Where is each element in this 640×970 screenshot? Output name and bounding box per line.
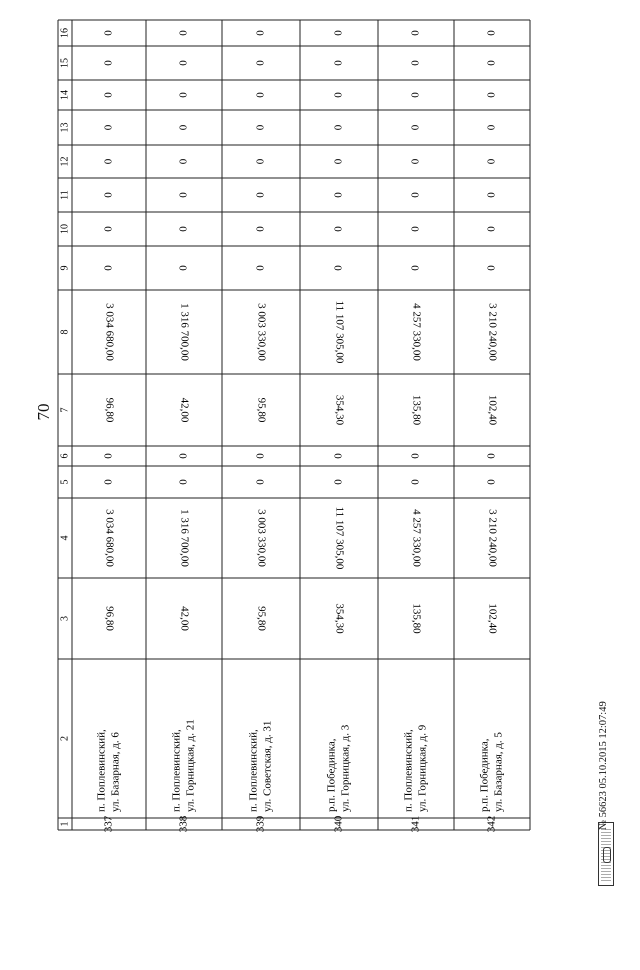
cell-value: 0 [332,192,345,198]
cell-value: 0 [254,124,267,131]
cell-value: 0 [332,92,345,98]
cell-value: 102,40 [486,603,499,634]
column-header: 12 [59,156,71,167]
cell-value: 0 [177,158,190,165]
cell-value: 0 [485,30,498,36]
cell-value: 4 257 330,00 [410,509,423,567]
column-header: 4 [59,535,71,541]
column-header: 3 [59,616,71,621]
cell-value: 0 [102,479,115,485]
header-row [59,28,70,827]
cell-value: 0 [177,265,190,271]
cell-value: 3 210 240,00 [486,303,499,361]
cell-value: 0 [409,92,422,98]
column-header: 1 [59,821,71,827]
cell-value: 0 [254,226,267,232]
cell-value: 0 [332,265,345,271]
cell-value: 135,80 [410,603,423,634]
row-number: 339 [254,815,267,833]
cell-value: 0 [177,453,190,459]
cell-value: 0 [332,124,345,131]
address-line: ул. Горницкая, д. 9 [416,724,429,812]
cell-value: 0 [102,192,115,198]
cell-value: 11 107 305,00 [333,506,346,570]
column-header: 7 [59,407,71,413]
table-row [479,30,505,833]
row-number: 341 [409,815,422,833]
column-header: 14 [59,90,71,100]
row-number: 342 [485,815,498,833]
address-line: ул. Базарная, д. 6 [109,732,122,812]
cell-value: 0 [409,30,422,36]
address-line: ул. Советская, д. 31 [261,720,274,812]
cell-value: 0 [332,226,345,232]
address-line: п. Поплевинский, [402,729,415,812]
cell-value: 0 [332,158,345,165]
cell-value: 0 [254,453,267,459]
cell-value: 1 316 700,00 [178,303,191,361]
footer-stamp-box [598,701,618,970]
row-number: 340 [332,815,345,833]
cell-value: 11 107 305,00 [333,300,346,364]
cell-value: 0 [254,60,267,66]
cell-value: 0 [409,124,422,131]
cell-value: 3 003 330,00 [255,509,268,567]
cell-value: 3 034 680,00 [103,509,116,567]
cell-value: 3 034 680,00 [103,303,116,361]
table-row [403,30,429,833]
cell-value: 0 [485,124,498,131]
address-line: ул. Горницкая, д. 3 [339,724,352,812]
cell-value: 3 003 330,00 [255,303,268,361]
cell-value: 0 [485,92,498,98]
cell-value: 0 [177,192,190,198]
table-row [171,30,197,833]
row-number: 337 [102,815,115,833]
column-header: 9 [59,265,71,271]
page-number: 70 [34,403,53,421]
cell-value: 0 [254,192,267,198]
cell-value: 0 [102,60,115,66]
cell-value: 95,80 [255,606,268,631]
address-line: ул. Горницкая, д. 21 [184,719,197,812]
cell-value: 354,30 [333,394,346,426]
table-row [248,30,274,833]
cell-value: 0 [254,158,267,165]
cell-value: 0 [102,226,115,232]
cell-value: 0 [409,453,422,459]
row-number: 338 [177,815,190,833]
cell-value: 1 316 700,00 [178,509,191,567]
cell-value: 0 [177,479,190,485]
footer-stamp: № 56623 05.10.2015 12:07:49 [598,701,609,830]
cell-value: 0 [485,60,498,66]
cell-value: 0 [485,192,498,198]
cell-value: 95,80 [255,397,268,423]
cell-value: 0 [485,479,498,485]
cell-value: 0 [332,60,345,66]
cell-value: 0 [409,192,422,198]
cell-value: 0 [177,124,190,131]
cell-value: 0 [177,60,190,66]
cell-value: 0 [332,479,345,485]
cell-value: 96,80 [103,606,116,631]
cell-value: 0 [409,479,422,485]
cell-value: 3 210 240,00 [486,509,499,567]
column-header: 16 [59,28,71,38]
cell-value: 0 [485,226,498,232]
cell-value: 0 [102,453,115,459]
cell-value: 0 [332,30,345,36]
cell-value: 0 [409,158,422,165]
cell-value: 0 [485,158,498,165]
cell-value: 0 [254,92,267,98]
column-header: 11 [59,190,71,200]
cell-value: 4 257 330,00 [410,303,423,361]
column-header: 2 [59,736,71,741]
cell-value: 0 [485,265,498,271]
table-row [96,30,122,833]
column-header: 15 [59,58,71,68]
cell-value: 0 [177,30,190,36]
address-line: р.п. Побединка, [478,738,491,812]
cell-value: 0 [102,92,115,98]
address-line: р.п. Побединка, [325,738,338,812]
cell-value: 0 [102,158,115,165]
address-line: п. Поплевинский, [247,729,260,812]
address-line: ул. Базарная, д. 5 [492,732,505,812]
column-header: 10 [59,224,71,234]
cell-value: 0 [254,30,267,36]
cell-value: 102,40 [486,394,499,426]
column-header: 6 [59,453,71,459]
cell-value: 135,80 [410,394,423,426]
cell-value: 0 [254,265,267,271]
cell-value: 0 [177,226,190,232]
column-header: 5 [59,479,71,485]
cell-value: 0 [409,226,422,232]
table-row [326,30,352,833]
cell-value: 0 [485,453,498,459]
cell-value: 0 [102,265,115,271]
cell-value: 0 [409,265,422,271]
table-grid [58,20,530,833]
cell-value: 0 [409,60,422,66]
address-line: п. Поплевинский, [170,729,183,812]
column-header: 8 [59,329,71,335]
cell-value: 0 [177,92,190,98]
cell-value: 0 [102,124,115,131]
cell-value: 42,00 [178,606,191,631]
cell-value: 0 [332,453,345,459]
cell-value: 0 [102,30,115,36]
address-line: п. Поплевинский, [95,729,108,812]
cell-value: 96,80 [103,397,116,423]
cell-value: 0 [254,479,267,485]
cell-value: 42,00 [178,397,191,423]
column-header: 13 [59,122,71,133]
cell-value: 354,30 [333,603,346,634]
